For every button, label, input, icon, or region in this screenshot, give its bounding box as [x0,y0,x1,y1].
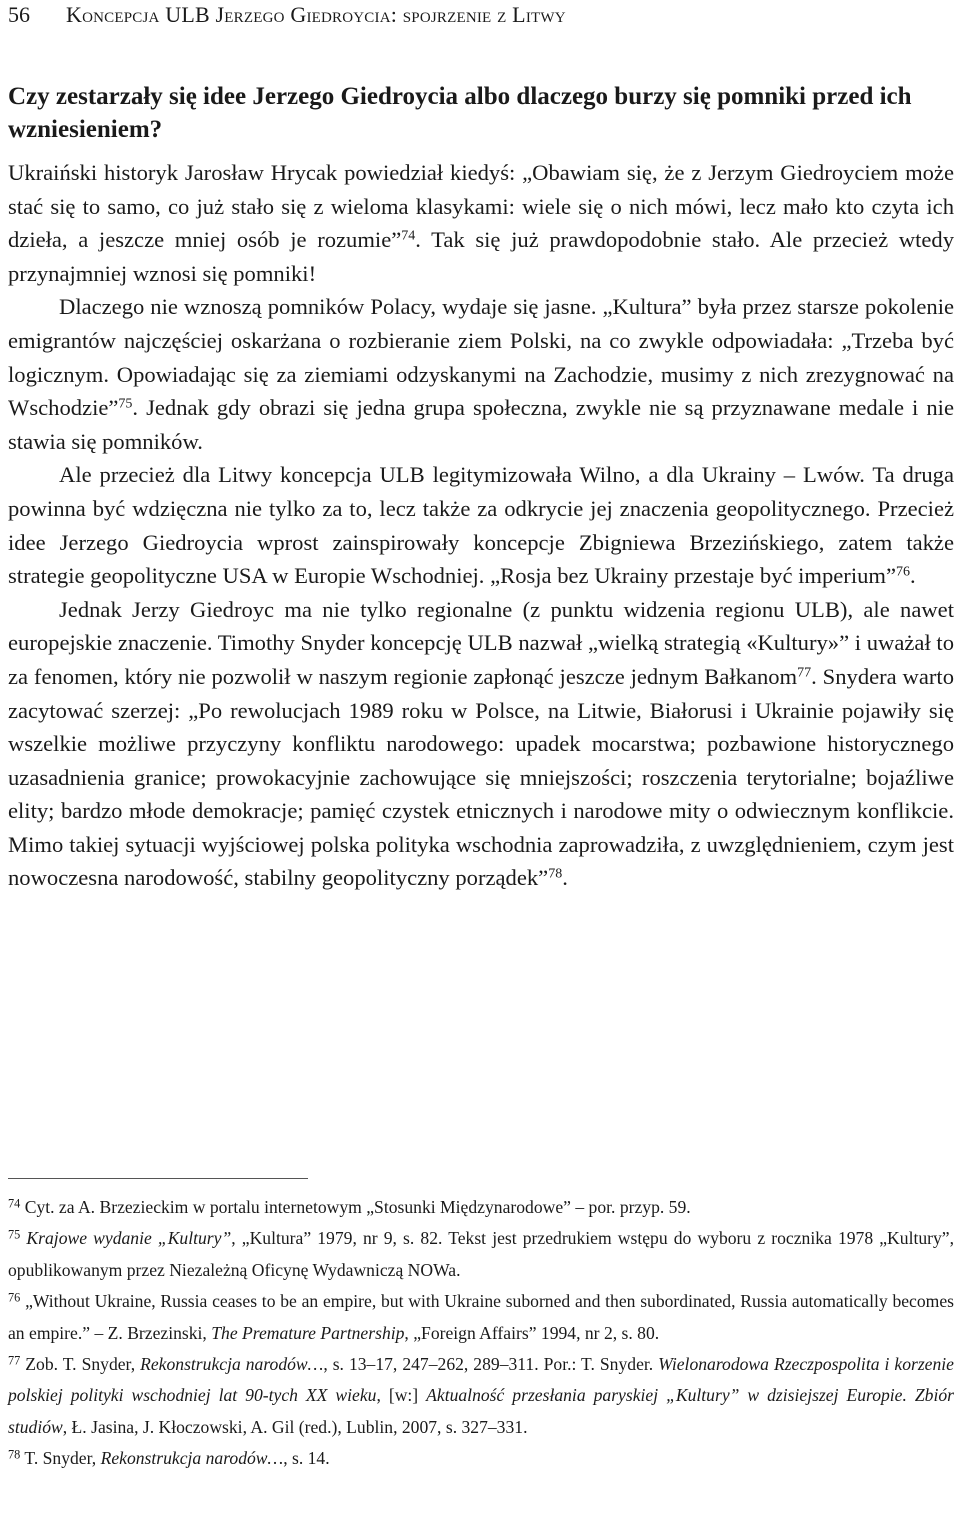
paragraph-2 [8,290,954,458]
footnote-ref-76[interactable]: 76 [896,564,910,580]
page-number: 56 [8,2,30,27]
footnote-separator [8,1178,308,1179]
paragraph-3 [8,458,954,592]
footnote-text: , s. 13–17, 247–262, 289–311. Por.: T. Snyder. [323,1354,659,1375]
running-title: Koncepcja ULB Jerzego Giedroycia: spojrzenie z Litwy [66,2,566,27]
footnote-ref-78[interactable]: 78 [548,866,563,882]
footnote-text: , Ł. Jasina, J. Kłoczowski, A. Gil (red.), Lublin, 2007, s. 327–331. [62,1416,528,1437]
footnote-italic: Wielonarodowa Rzeczpospolita i korzenie polskiej polityki wschodniej lat 90-tych XX wieku [8,1354,954,1406]
paragraph-3-text: Ale przecież dla Litwy koncepcja ULB legitymizowała Wilno, a dla Ukrainy – Lwów. Ta druga powinna być wdzięczna nie tylko za to, lecz także za odkrycie jej znaczenia geopolitycznego. Przecież idee Jerzego Giedroycia wprost zainspirowały koncepcje Zbigniewa Brzezińskiego, zatem także strategie geopolityczne USA w Europie Wschodniej. „Rosja bez Ukrainy przestaje być imperium” [8,462,954,589]
footnote-ref-74[interactable]: 74 [401,228,416,244]
footnote-text: „Without Ukraine, Russia ceases to be an empire, but with Ukraine suborned and then subordinated, Russia automatically becomes an empire.” – Z. Brzezinski, [8,1291,954,1343]
footnote-number: 78 [8,1447,21,1462]
footnote-italic: Rekonstrukcja narodów… [100,1448,284,1469]
paragraph-4-text: Jednak Jerzy Giedroyc ma nie tylko regionalne (z punktu widzenia regionu ULB), ale nawet europejskie znaczenie. Timothy Snyder koncepcję ULB nazwał „wielką strategią «Kultury»” i uważał to za fenomen, który nie pozwolił w naszym regionie zapłonąć jeszcze jednym Bałkanom [8,596,954,689]
section-title: Czy zestarzały się idee Jerzego Giedroycia albo dlaczego burzy się pomniki przed ich wzniesieniem? [8,83,912,143]
footnote-number: 74 [8,1196,21,1211]
footnote-text: Zob. T. Snyder, [20,1354,141,1375]
footnote-75 [8,1223,954,1286]
footnote-77 [8,1349,954,1443]
footnote-text: , „Kultura” 1979, nr 9, s. 82. Tekst jest przedrukiem wstępu do wyboru z rocznika 1978 „Kultury”, opublikowanym przez Niezależną Oficynę Wydawniczą NOWa. [8,1228,955,1280]
footnote-italic: Aktualność przesłania paryskiej „Kultury” w dzisiejszej Europie. Zbiór studiów [8,1385,954,1437]
footnote-text: Cyt. za A. Brzezieckim w portalu internetowym „Stosunki Międzynarodowe” – por. przyp. 59. [20,1197,691,1217]
running-header [8,2,954,28]
paragraph-1 [8,156,954,290]
footnote-number: 75 [8,1227,21,1242]
paragraph-4-tail: . Snydera warto zacytować szerzej: „Po rewolucjach 1989 roku w Polsce, na Litwie, Białorusi i Ukrainie pojawiły się wszelkie możliwe przyczyny konfliktu narodowego: upadek mocarstwa; pozbawione historycznego uzasadnienia granice; prowokacyjnie zachowujące się mniejszości; roszczenia terytorialne; bojaźliwe elity; bardzo młode demokracje; pamięć czystek etnicznych i narodowe mity o odwiecznym konflikcie. Mimo takiej sytuacji wyjściowej polska polityka wschodnia zaprowadziła, z uwzględnieniem, czym jest nowoczesna narodowość, stabilny geopolityczny porządek” [8,663,955,891]
footnotes [8,1192,954,1475]
paragraph-1-text: Ukraiński historyk Jarosław Hrycak powiedział kiedyś: „Obawiam się, że z Jerzym Giedroyciem może stać się to samo, co już stało się z wieloma klasykami: wiele się o nich mówi, lecz mało kto czyta ich dzieła, a jeszcze mniej osób je rozumie” [8,160,954,253]
footnote-78 [8,1443,954,1474]
footnote-text: , s. 14. [283,1448,330,1469]
paragraph-2-text: Dlaczego nie wznoszą pomników Polacy, wydaje się jasne. „Kultura” była przez starsze pokolenie emigrantów najczęściej oskarżana o rozbieranie ziem Polski, na co zwykle odpowiadała: „Trzeba być logicznym. Opowiadając się za ziemiami odzyskanymi na Zachodzie, musimy z nich zrezygnować na Wschodzie” [8,294,954,421]
footnote-italic: Krajowe wydanie „Kultury” [20,1228,232,1249]
footnote-text: T. Snyder, [20,1448,101,1469]
footnote-italic: The Premature Partnership [211,1322,405,1343]
footnote-number: 77 [8,1353,21,1368]
paragraph-4 [8,593,954,895]
paragraph-4-tail-2: . [562,865,568,891]
footnote-76 [8,1286,954,1349]
body-text [8,156,954,895]
footnote-ref-75[interactable]: 75 [118,396,133,412]
footnote-text: , [w:] [376,1385,427,1406]
paragraph-2-tail: . Jednak gdy obrazi się jedna grupa społeczna, zwykle nie są przyznawane medale i nie stawia się pomników. [8,395,954,454]
footnote-text-tail: , „Foreign Affairs” 1994, nr 2, s. 80. [404,1322,660,1343]
footnote-74 [8,1192,954,1223]
paragraph-1-tail: . Tak się już prawdopodobnie stało. Ale przecież wtedy przynajmniej wznosi się pomniki! [8,227,954,286]
footnote-ref-77[interactable]: 77 [797,665,812,681]
footnote-italic: Rekonstrukcja narodów… [140,1354,324,1375]
paragraph-3-tail: . [910,563,916,589]
footnote-number: 76 [8,1290,21,1305]
